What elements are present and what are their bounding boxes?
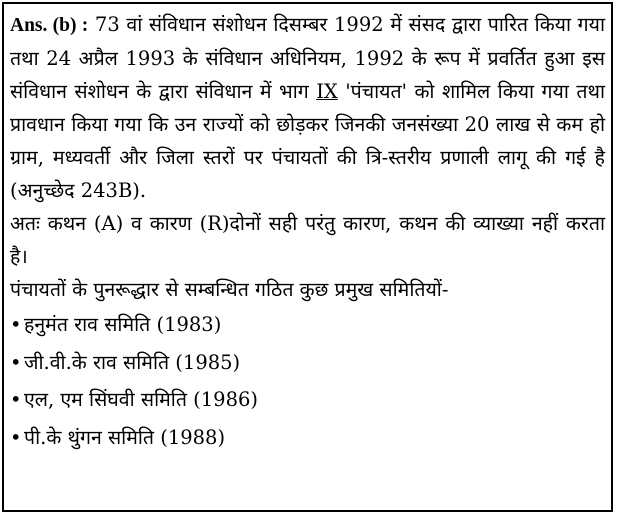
bullet-icon: • xyxy=(10,388,22,411)
answer-box xyxy=(2,2,613,512)
committee-name: जी.वी.के राव समिति (1985) xyxy=(24,350,241,374)
answer-text-part2: 'पंचायत' को शामिल किया गया तथा प्रावधान किया गया कि उन राज्यों को छोड़कर जिनकी जनसंख्या 20 लाख से कम हो ग्राम, मध्यवर्ती और जिला स्तरों पर पंचायतों की त्रि-स्तरीय प्रणाली लागू की गई है (अनुच्छेद 243B). xyxy=(10,80,605,202)
committee-name: एल, एम सिंघवी समिति (1986) xyxy=(24,388,258,411)
committee-list xyxy=(10,306,605,456)
list-item xyxy=(10,419,605,457)
conclusion-paragraph xyxy=(10,207,605,273)
part-number: IX xyxy=(316,80,338,103)
conclusion-text: अतः कथन (A) व कारण (R)दोनों सही परंतु कारण, कथन की व्याख्या नहीं करता है। xyxy=(10,212,605,268)
bullet-icon: • xyxy=(10,425,22,449)
list-item xyxy=(10,306,605,344)
list-item xyxy=(10,344,605,382)
list-item xyxy=(10,381,605,419)
committees-heading: पंचायतों के पुनरूद्धार से सम्बन्धित गठित कुछ प्रमुख समितियों- xyxy=(10,278,449,301)
bullet-icon: • xyxy=(10,313,22,336)
committee-name: पी.के थुंगन समिति (1988) xyxy=(24,425,226,449)
answer-text-part1: 73 वां संविधान संशोधन दिसम्बर 1992 में संसद द्वारा पारित किया गया तथा 24 अप्रैल 1993 के संविधान अधिनियम, 1992 के रूप में प्रवर्तित हुआ इस संविधान संशोधन के द्वारा संविधान में भाग xyxy=(10,13,605,103)
answer-label: Ans. (b) : xyxy=(10,15,89,36)
answer-paragraph xyxy=(10,8,605,207)
bullet-icon: • xyxy=(10,350,22,374)
committee-name: हनुमंत राव समिति (1983) xyxy=(24,313,222,336)
